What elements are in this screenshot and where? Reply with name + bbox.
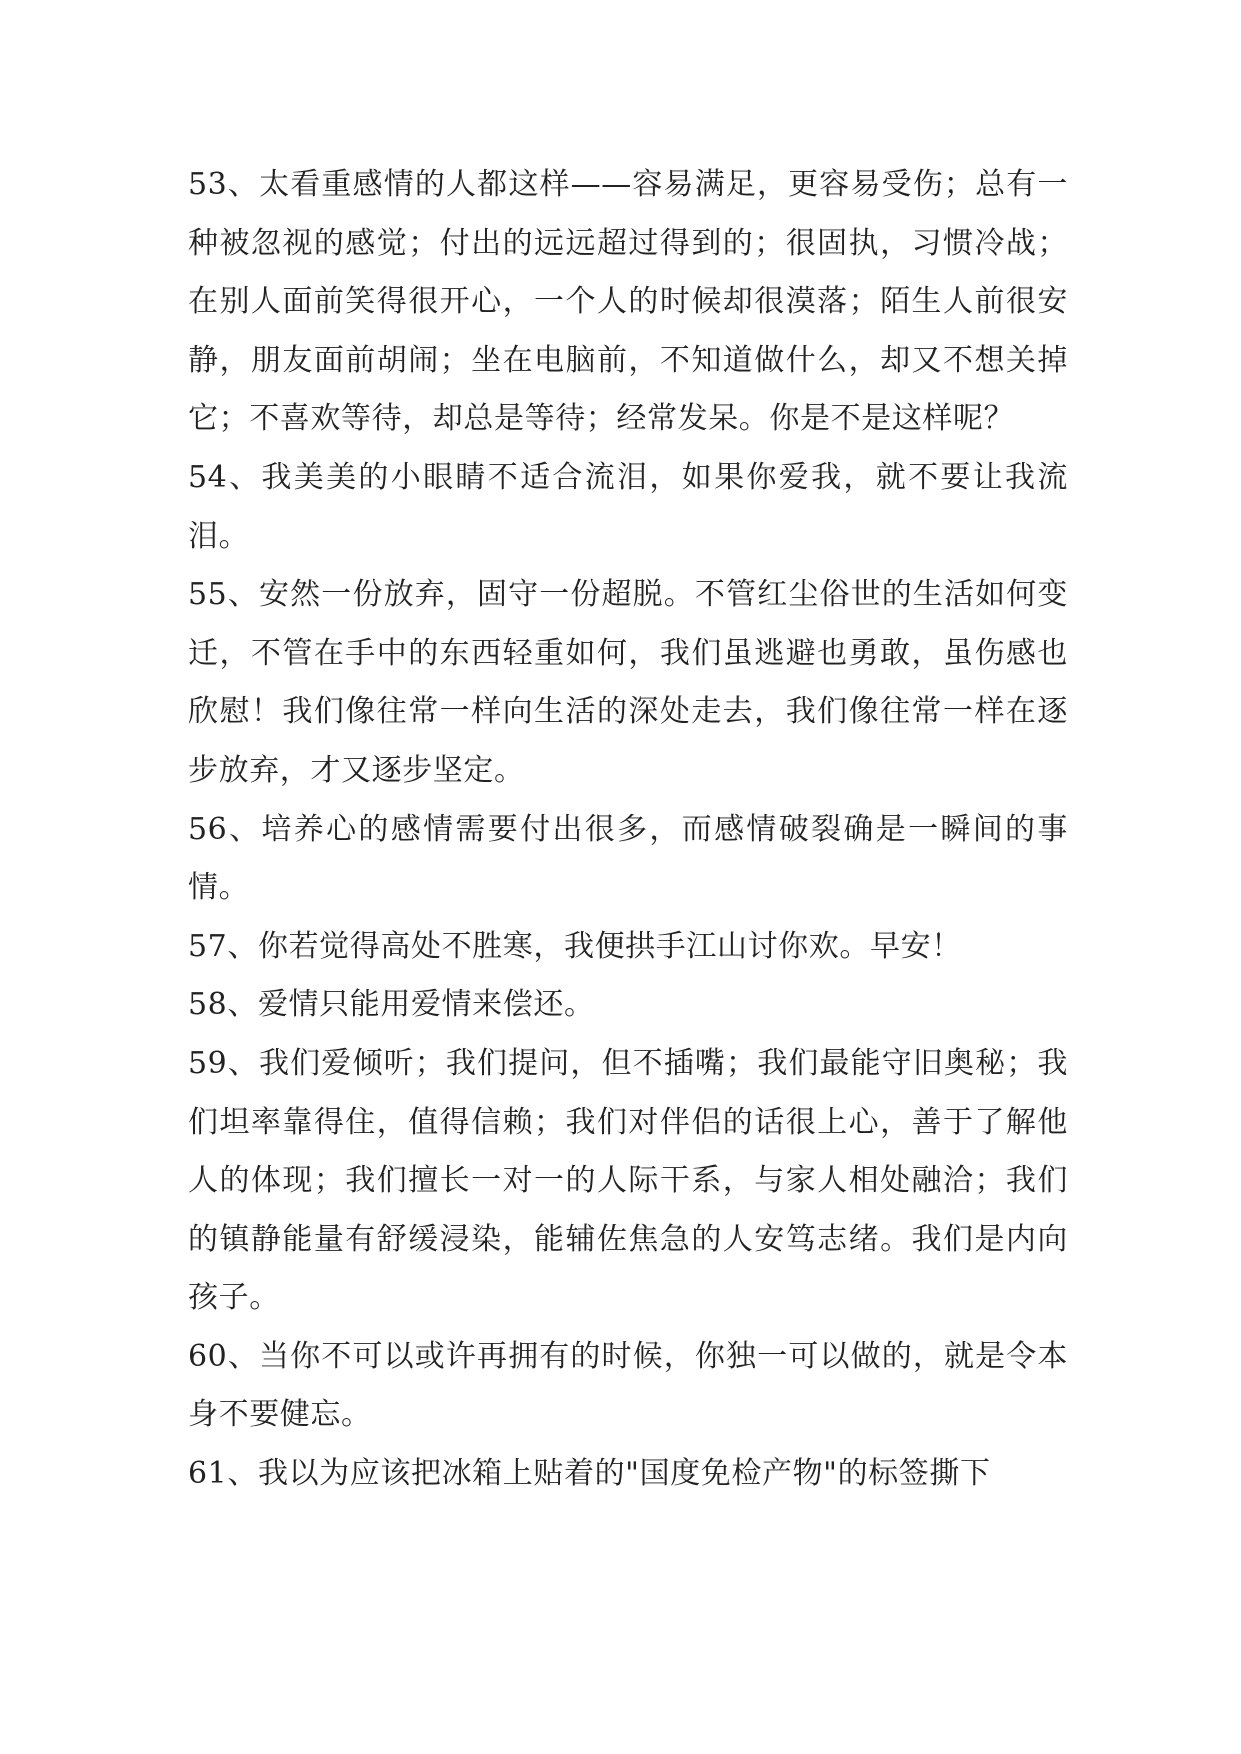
paragraph-57: 57、你若觉得高处不胜寒，我便拱手江山讨你欢。早安！ — [188, 928, 962, 964]
document-body — [188, 156, 1068, 1504]
paragraph-59: 59、我们爱倾听；我们提问，但不插嘴；我们最能守旧奥秘；我们坦率靠得住，值得信赖；我们对伴侣的话很上心，善于了解他人的体现；我们擅长一对一的人际干系，与家人相处融洽；我们的镇静能量有舒缓浸染，能辅佐焦急的人安笃志绪。我们是内向孩子。 — [188, 1045, 1068, 1316]
paragraph-55: 55、安然一份放弃，固守一份超脱。不管红尘俗世的生活如何变迁，不管在手中的东西轻重如何，我们虽逃避也勇敢，虽伤感也欣慰！我们像往常一样向生活的深处走去，我们像往常一样在逐步放弃，才又逐步坚定。 — [188, 577, 1068, 788]
paragraph-53: 53、太看重感情的人都这样——容易满足，更容易受伤；总有一种被忽视的感觉；付出的远远超过得到的；很固执，习惯冷战；在别人面前笑得很开心，一个人的时候却很漠落；陌生人前很安静，朋友面前胡闹；坐在电脑前，不知道做什么，却又不想关掉它；不喜欢等待，却总是等待；经常发呆。你是不是这样呢？ — [188, 167, 1068, 437]
paragraph-56: 56、培养心的感情需要付出很多，而感情破裂确是一瞬间的事情。 — [188, 811, 1068, 906]
paragraph-61: 61、我以为应该把冰箱上贴着的"国度免检产物"的标签撕下 — [188, 1456, 991, 1492]
paragraph-54: 54、我美美的小眼睛不适合流泪，如果你爱我，就不要让我流泪。 — [188, 459, 1068, 554]
paragraph-58: 58、爱情只能用爱情来偿还。 — [188, 987, 595, 1023]
paragraph-60: 60、当你不可以或许再拥有的时候，你独一可以做的，就是令本身不要健忘。 — [188, 1338, 1068, 1433]
